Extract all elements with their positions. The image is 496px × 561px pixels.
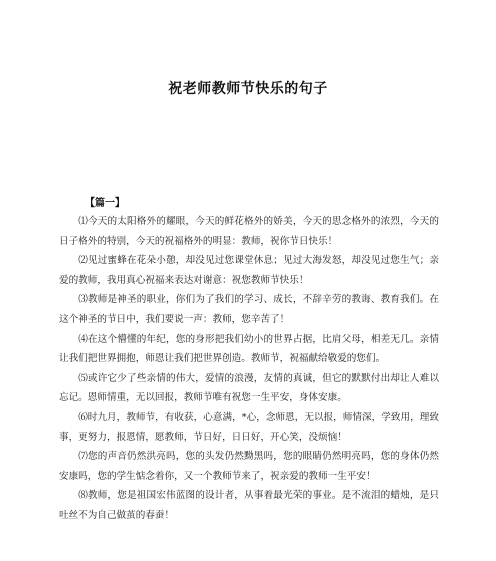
page-title: 祝老师教师节快乐的句子	[168, 81, 328, 97]
paragraph-1: ⑴今天的太阳格外的耀眼，今天的鲜花格外的娇美，今天的思念格外的浓烈，今天的日子格外的特别，今天的祝福格外的明显：教师，祝你节日快乐！	[59, 216, 439, 247]
paragraph-2: ⑵见过蜜蜂在花朵小憩，却没见过您课堂休息；见过大海发怒，却没见过您生气；亲爱的教师，我用真心祝福来表达对谢意：祝您教师节快乐！	[59, 255, 439, 286]
section-heading: 【篇一】	[85, 198, 125, 209]
paragraph-8: ⑻教师，您是祖国宏伟蓝图的设计者，从事着最光荣的事业。是不流泪的蜡烛，是只吐丝不为自己做茧的春蚕！	[59, 490, 439, 521]
paragraph-3: ⑶教师是神圣的职业，你们为了我们的学习、成长，不辞辛劳的教诲、教育我们。在这个神圣的节日中，我们要说一声：教师，您辛苦了！	[59, 294, 439, 325]
paragraph-6: ⑹时九月，教师节，有收获，心意满，*心，念师恩，无以报，师情深，学致用，理致事，更努力，报恩情，愿教师，节日好，日日好，开心笑，没烦恼！	[59, 411, 439, 443]
paragraph-7: ⑺您的声音仍然洪亮吗，您的头发仍然黝黑吗，您的眼睛仍然明亮吗，您的身体仍然安康吗，您的学生惦念着你，又一个教师节来了，祝亲爱的教师一生平安！	[59, 451, 439, 482]
paragraph-4: ⑷在这个懵懂的年纪，您的身形把我们幼小的世界占据，比肩父母，相差无几。亲情让我们把世界拥抱，师恩让我们把世界创造。教师节，祝福献给敬爱的您们。	[59, 333, 439, 365]
paragraph-5: ⑸或许它少了些亲情的伟大，爱情的浪漫，友情的真诚，但它的默默付出却让人难以忘记。恩师情重，无以回报，教师节唯有祝您一生平安，身体安康。	[59, 372, 439, 404]
body-text	[59, 212, 439, 526]
